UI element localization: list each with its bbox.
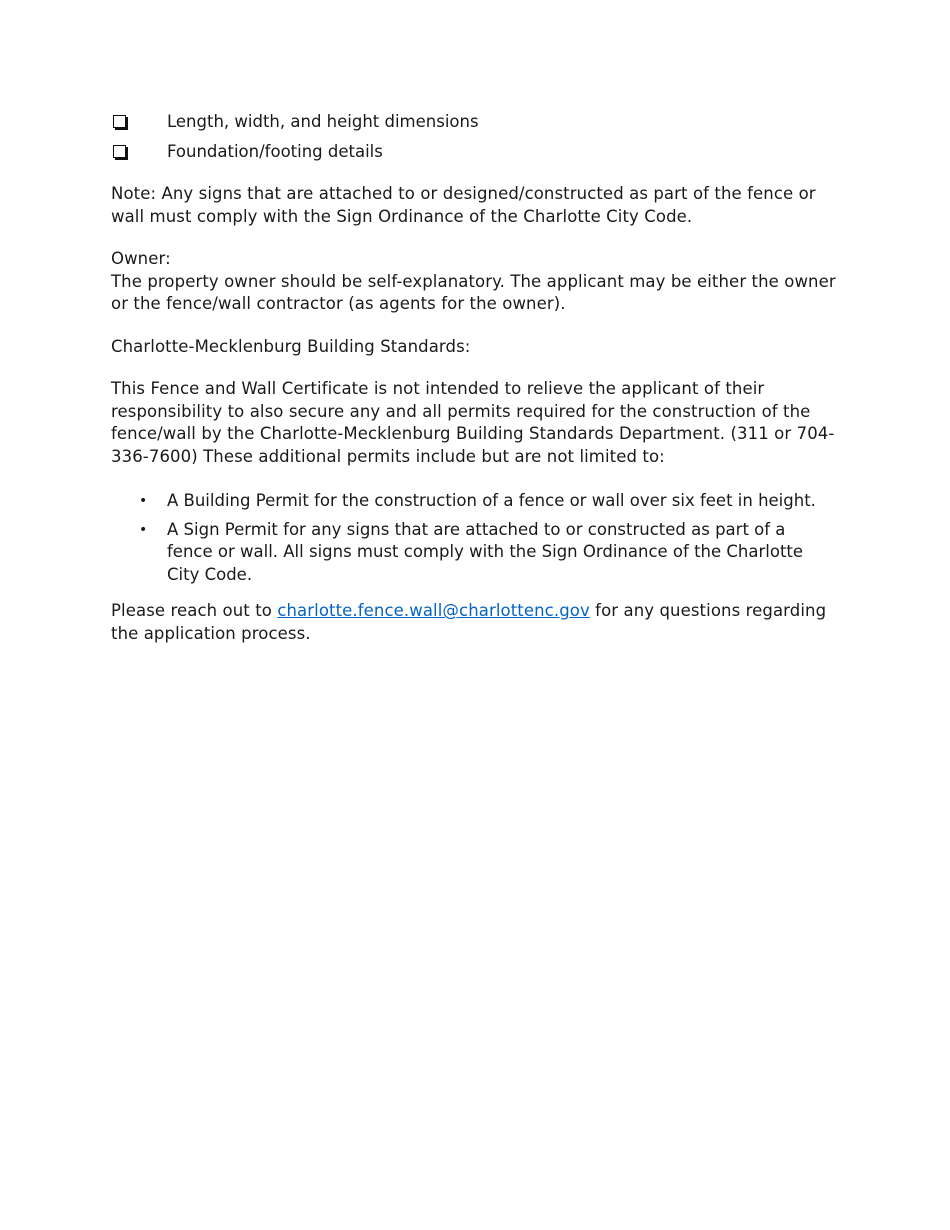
document-page — [111, 111, 836, 645]
permit-text: A Building Permit for the construction of a fence or wall over six feet in height. — [167, 491, 816, 510]
building-standards-body: This Fence and Wall Certificate is not intended to relieve the applicant of their responsibility to also secure any and all permits required for the construction of the fence/wall by the Charlotte-Mecklenburg Building Standards Department. (311 or 704-336-7600) These additional permits include but are not limited to: — [111, 379, 835, 466]
checklist-item — [111, 111, 836, 141]
building-standards-heading: Charlotte-Mecklenburg Building Standards: — [111, 336, 471, 356]
sign-note: Note: Any signs that are attached to or designed/constructed as part of the fence or wall must comply with the Sign Ordinance of the Charlotte City Code. — [111, 184, 816, 226]
checklist-label: Length, width, and height dimensions — [167, 112, 479, 131]
permits-list — [111, 490, 836, 586]
contact-paragraph — [111, 600, 836, 645]
owner-body: The property owner should be self-explanatory. The applicant may be either the owner or the fence/wall contractor (as agents for the owner). — [111, 271, 836, 313]
list-item — [111, 519, 836, 587]
checkbox-icon — [111, 111, 167, 133]
bullet-icon: • — [139, 521, 148, 538]
contact-suffix: for any questions regarding the application process. — [111, 601, 827, 643]
checklist-label: Foundation/footing details — [167, 142, 383, 161]
list-item — [111, 490, 836, 513]
bullet-icon: • — [139, 493, 148, 509]
owner-heading: Owner: — [111, 249, 171, 268]
checkbox-icon — [111, 141, 167, 163]
contact-prefix: Please reach out to — [111, 601, 278, 620]
email-link[interactable]: charlotte.fence.wall@charlottenc.gov — [277, 601, 590, 620]
permit-text: A Sign Permit for any signs that are attached to or constructed as part of a fence or wall. All signs must comply with the Sign Ordinance of the Charlotte City Code. — [167, 519, 804, 584]
checklist-item — [111, 141, 836, 171]
